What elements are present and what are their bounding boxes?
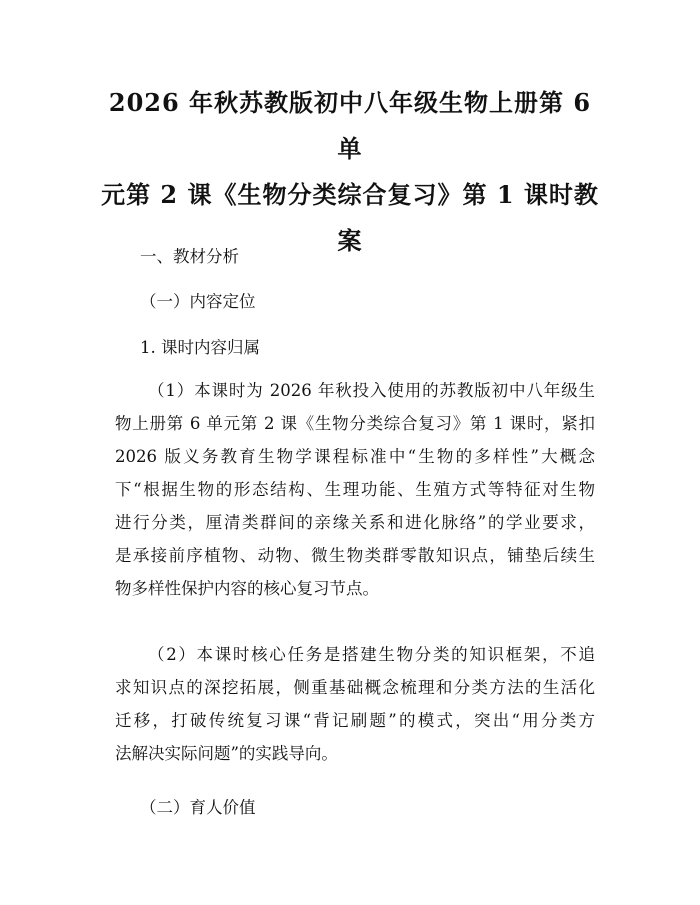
paragraph-line: 物上册第 6 单元第 2 课《生物分类综合复习》第 1 课时，紧扣	[115, 414, 595, 433]
paragraph-line: 下“根据生物的形态结构、生理功能、生殖方式等特征对生物	[115, 480, 595, 499]
subsection-heading-educational-value: （二）育人价值	[140, 798, 256, 817]
title-line-1: 2026 年秋苏教版初中八年级生物上册第 6 单	[108, 88, 592, 163]
paragraph-line: 是承接前序植物、动物、微生物类群零散知识点，铺垫后续生	[115, 546, 595, 565]
section-heading-textbook-analysis: 一、教材分析	[140, 247, 239, 266]
title-line-2: 元第 2 课《生物分类综合复习》第 1 课时教	[101, 180, 599, 209]
title-line-3: 案	[337, 226, 363, 255]
paragraph-line: 进行分类，厘清类群间的亲缘关系和进化脉络”的学业要求，	[115, 513, 595, 532]
document-title	[96, 80, 604, 264]
paragraph-line: （1）本课时为 2026 年秋投入使用的苏教版初中八年级生	[148, 381, 595, 400]
item-heading-lesson-content: 1. 课时内容归属	[140, 338, 260, 357]
paragraph-line: 法解决实际问题”的实践导向。	[115, 744, 338, 763]
paragraph-line: 2026 版义务教育生物学课程标准中“生物的多样性”大概念	[115, 447, 595, 466]
paragraph-core-task	[115, 638, 595, 770]
paragraph-lesson-scope	[115, 374, 595, 605]
paragraph-line: （2）本课时核心任务是搭建生物分类的知识框架，不追	[148, 645, 595, 664]
paragraph-line: 物多样性保护内容的核心复习节点。	[115, 579, 379, 598]
paragraph-line: 迁移，打破传统复习课“背记刷题”的模式，突出“用分类方	[115, 711, 595, 730]
subsection-heading-content-positioning: （一）内容定位	[140, 292, 256, 311]
paragraph-line: 求知识点的深挖拓展，侧重基础概念梳理和分类方法的生活化	[115, 678, 595, 697]
